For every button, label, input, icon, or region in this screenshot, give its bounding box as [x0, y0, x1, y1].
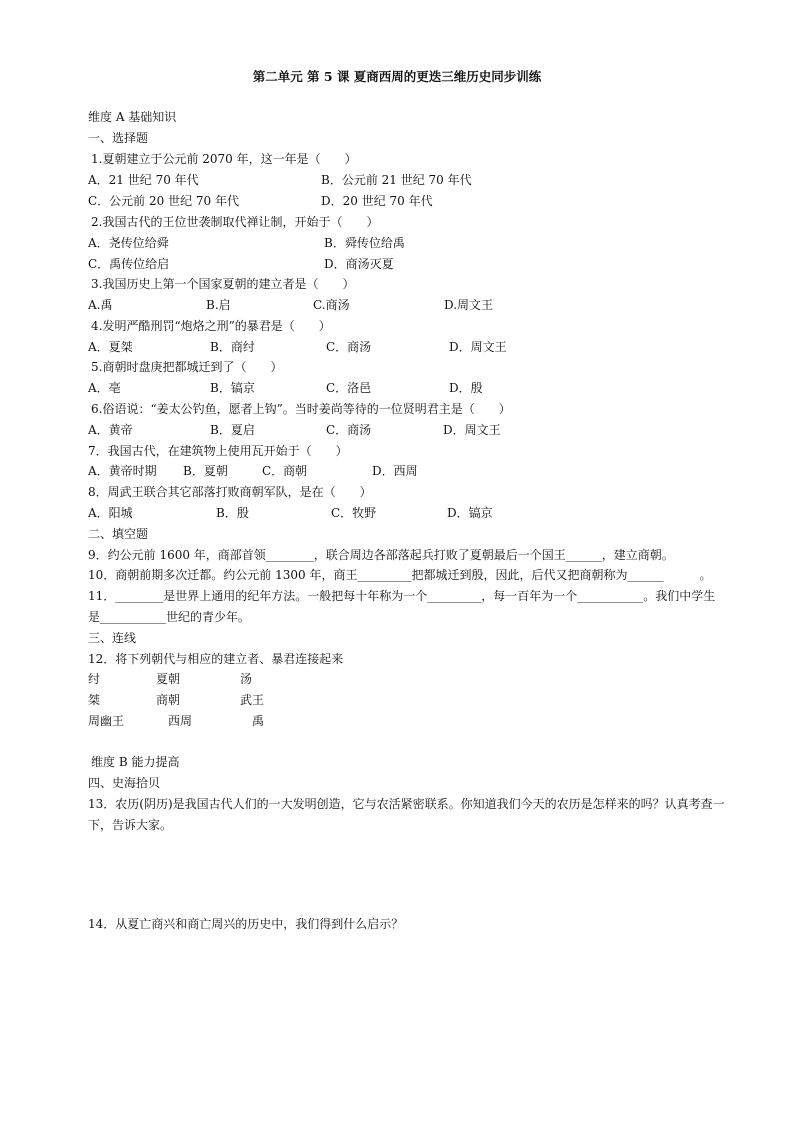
- q1-option-a: A．21 世纪 70 年代: [88, 173, 199, 187]
- q8-stem: 8．周武王联合其它部落打败商朝军队，是在（ ）: [88, 485, 372, 499]
- section-match-heading: 三、连线: [88, 631, 137, 645]
- q3-option-a: A.禹: [88, 298, 113, 312]
- q7-option-d: D．西周: [372, 464, 418, 478]
- q8-option-c: C．牧野: [331, 506, 377, 520]
- q7-stem: 7．我国古代，在建筑物上使用瓦开始于（ ）: [88, 444, 348, 458]
- q1-option-b: B．公元前 21 世纪 70 年代: [321, 173, 472, 187]
- q3-option-b: B.启: [206, 298, 231, 312]
- section-fill-heading: 二、填空题: [88, 527, 149, 541]
- match-founder-1: 汤: [240, 672, 253, 686]
- q7-option-a: A．黄帝时期: [88, 464, 157, 478]
- q11-text-line2: 是___________世纪的青少年。: [88, 610, 251, 624]
- q3-option-c: C.商汤: [313, 298, 350, 312]
- q2-stem: 2.我国古代的王位世袭制取代禅让制，开始于（ ）: [91, 215, 379, 229]
- match-ruler-1: 纣: [88, 672, 101, 686]
- match-ruler-2: 桀: [88, 693, 101, 707]
- q4-option-b: B．商纣: [210, 340, 255, 354]
- q3-stem: 3.我国历史上第一个国家夏朝的建立者是（ ）: [91, 277, 355, 291]
- q7-option-c: C．商朝: [262, 464, 308, 478]
- q9-text: 9．约公元前 1600 年，商部首领________，联合周边各部落起兵打败了夏朝最后一个国王______，建立商朝。: [88, 548, 674, 562]
- match-founder-3: 禹: [252, 714, 265, 728]
- match-dynasty-3: 西周: [168, 714, 193, 728]
- match-dynasty-1: 夏朝: [156, 672, 181, 686]
- q8-option-a: A．阳城: [88, 506, 133, 520]
- q6-option-a: A．黄帝: [88, 423, 133, 437]
- q13-text-line1: 13．农历(阴历)是我国古代人们的一大发明创造，它与农活紧密联系。你知道我们今天的农历是怎样来的吗？认真考查一: [88, 797, 725, 811]
- q5-option-b: B．镐京: [210, 381, 255, 395]
- section-choice-heading: 一、选择题: [88, 131, 149, 145]
- q1-stem: 1.夏朝建立于公元前 2070 年，这一年是（ ）: [91, 152, 357, 166]
- q2-option-d: D．商汤灭夏: [324, 257, 394, 271]
- match-ruler-3: 周幽王: [88, 714, 125, 728]
- q1-option-c: C．公元前 20 世纪 70 年代: [88, 194, 239, 208]
- dimension-b-heading: 维度 B 能力提高: [91, 755, 180, 769]
- q6-stem: 6.俗语说：“姜太公钓鱼，愿者上钩”。当时姜尚等待的一位贤明君主是（ ）: [91, 402, 511, 416]
- q5-option-a: A．亳: [88, 381, 121, 395]
- match-founder-2: 武王: [240, 693, 265, 707]
- q4-option-a: A．夏桀: [88, 340, 133, 354]
- q8-option-b: B．殷: [216, 506, 249, 520]
- dimension-a-heading: 维度 A 基础知识: [88, 110, 177, 124]
- q4-option-c: C．商汤: [326, 340, 372, 354]
- q2-option-b: B．舜传位给禹: [324, 236, 405, 250]
- q11-text-line1: 11．________是世界上通用的纪年方法。一般把每十年称为一个_________，每一百年为一个___________。我们中学生: [88, 589, 716, 603]
- q5-option-d: D．殷: [449, 381, 483, 395]
- q3-option-d: D.周文王: [444, 298, 494, 312]
- q10-text: 10．商朝前期多次迁都。约公元前 1300 年，商王_________把都城迁到殷，因此，后代又把商朝称为______ 。: [88, 568, 712, 582]
- q7-option-b: B．夏朝: [183, 464, 228, 478]
- q6-option-c: C．商汤: [326, 423, 372, 437]
- q5-option-c: C．洛邑: [326, 381, 372, 395]
- q5-stem: 5.商朝时盘庚把都城迁到了（ ）: [91, 360, 283, 374]
- q8-option-d: D．镐京: [447, 506, 493, 520]
- section-history-heading: 四、史海拾贝: [88, 776, 161, 790]
- match-dynasty-2: 商朝: [156, 693, 181, 707]
- document-title: 第二单元 第 5 课 夏商西周的更迭三维历史同步训练: [252, 69, 542, 84]
- q1-option-d: D．20 世纪 70 年代: [321, 194, 433, 208]
- q2-option-c: C．禹传位给启: [88, 257, 170, 271]
- q6-option-b: B．夏启: [210, 423, 255, 437]
- q4-option-d: D．周文王: [449, 340, 507, 354]
- q6-option-d: D．周文王: [443, 423, 501, 437]
- q13-text-line2: 下，告诉大家。: [88, 818, 173, 832]
- q4-stem: 4.发明严酷刑罚“炮烙之刑”的暴君是（ ）: [91, 319, 331, 333]
- q12-stem: 12．将下列朝代与相应的建立者、暴君连接起来: [88, 652, 344, 666]
- q14-text: 14．从夏亡商兴和商亡周兴的历史中，我们得到什么启示？: [88, 917, 404, 931]
- q2-option-a: A．尧传位给舜: [88, 236, 169, 250]
